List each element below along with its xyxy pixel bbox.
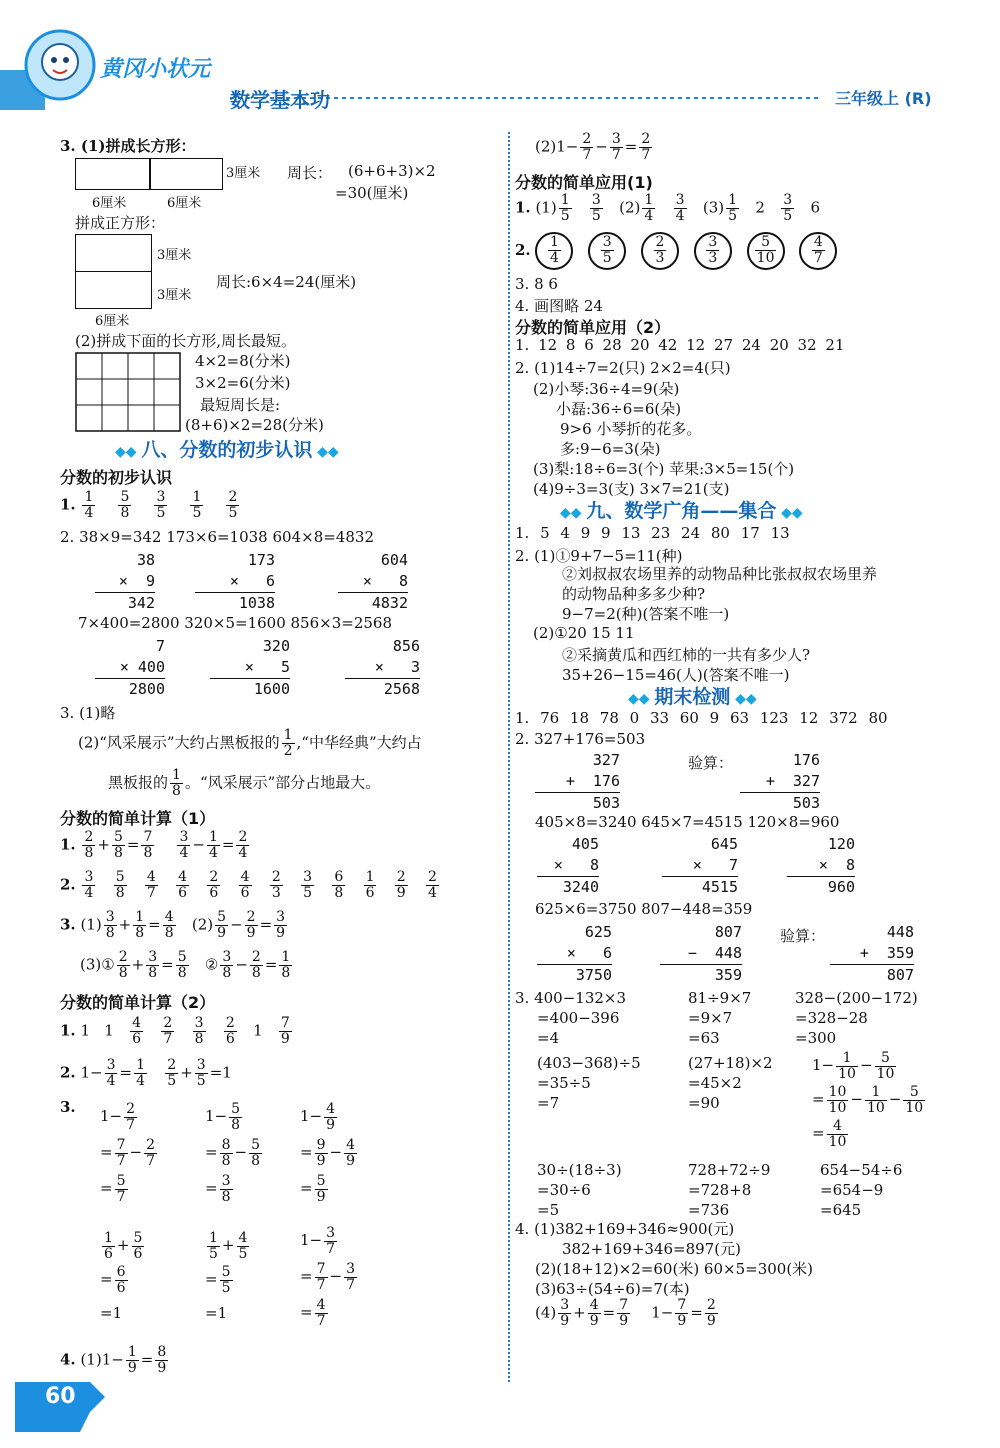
square-label-bottom: 3厘米 — [157, 288, 192, 303]
unit8-heading: ◆◆ 八、分数的初步认识 ◆◆ — [115, 439, 339, 461]
grid-rectangle — [75, 352, 181, 432]
fin-q3-col2: 81÷9×7 =9×7 =63 — [688, 989, 752, 1047]
rect-left — [75, 158, 151, 190]
sub2-q3-3: (3)① $\frac{2}{8}$ + $\frac{3}{8}$ = $\frac{5}{8}$ ② $\frac{3}{8}$ − $\frac{2}{8}$ = $\frac{1}{8}$ — [80, 949, 291, 981]
u9-q2-l4: 9−7=2(种)(答案不唯一) — [562, 605, 730, 623]
sub5-q2-l4: 9>6 小琴折的花多。 — [560, 420, 702, 438]
vertical-calc: 856 × 3 2568 — [345, 636, 420, 700]
u9-q1: 1. 5 4 9 9 13 23 24 80 17 13 — [515, 524, 790, 542]
sub5-q1: 1. 12 8 6 28 20 42 12 27 24 20 32 21 — [515, 336, 845, 354]
vertical-calc: 176 + 327 503 — [740, 750, 820, 814]
vertical-calc: 173 × 6 1038 — [195, 550, 275, 614]
sub5-q2-l2: (2)小琴:36÷4=9(朵) — [533, 380, 680, 398]
fin-q4-l5: (4) $\frac{3}{9}$ + $\frac{4}{9}$ = $\frac{7}{9}$ 1− $\frac{7}{9}$ = $\frac{2}{9}$ — [535, 1297, 716, 1329]
vertical-calc: 448 + 359 807 — [830, 922, 914, 986]
vertical-calc: 327 + 176 503 — [535, 750, 620, 814]
vertical-calc: 320 × 5 1600 — [210, 636, 290, 700]
vertical-calc: 120 × 8 960 — [787, 834, 855, 898]
diamond-icon: ◆◆ — [628, 691, 650, 707]
final-heading: ◆◆ 期末检测 ◆◆ — [628, 686, 757, 708]
u9-q2-l7: 35+26−15=46(人)(答案不唯一) — [562, 666, 790, 684]
logo-text: 黄冈小状元 — [100, 57, 211, 82]
sub4-title: 分数的简单应用(1) — [515, 173, 653, 192]
sub3-q2: 2. 1− $\frac{3}{4}$ = $\frac{1}{4}$ $\frac{2}{5}$ + $\frac{3}{5}$ =1 — [60, 1057, 232, 1089]
rect-width-label-b: 6厘米 — [167, 196, 202, 211]
r-top-line: (2)1− $\frac{2}{7}$ − $\frac{3}{7}$ = $\frac{2}{7}$ — [535, 131, 651, 163]
sub3-q3-col1: 1− $\frac{2}{7}$ = $\frac{7}{7}$ − $\frac{2}{7}$ = $\frac{5}{7}$ — [100, 1100, 155, 1205]
square-perimeter: 周长:6×4=24(厘米) — [216, 273, 357, 291]
sub3-q3-col5: $\frac{1}{5}$ + $\frac{4}{5}$ = $\frac{5}{5}$ =1 — [205, 1229, 248, 1322]
square-width-label: 6厘米 — [95, 314, 130, 329]
fin-q3-col5: (27+18)×2 =45×2 =90 — [688, 1054, 773, 1112]
u9-q2-l3: 的动物品种多多少种? — [562, 585, 706, 603]
sub2-q2: 2. $\frac{3}{4}$ $\frac{5}{8}$ $\frac{4}{7}$ $\frac{4}{6}$ $\frac{2}{6}$ $\frac{4}{6}$ $\frac{2}{3}$ $\frac{3}{5}$ $\frac{6}{8}$ $\frac{1}{6}$ $\frac{2}{9}$ $\frac{2}{4}$ — [60, 869, 437, 901]
vertical-calc: 807 − 448 359 — [660, 922, 742, 986]
perimeter-formula: (6+6+3)×2 — [348, 162, 436, 180]
q3-part2-line1: 4×2=8(分米) — [195, 352, 291, 370]
sub2-title: 分数的简单计算（1） — [60, 809, 216, 828]
sub1-q3-2-cont: 黑板报的 $\frac{1}{8}$ 。“风采展示”部分占地最大。 — [108, 767, 381, 799]
diamond-icon: ◆◆ — [781, 505, 803, 521]
fin-q3-col9: 654−54÷6 =654−9 =645 — [820, 1161, 903, 1219]
q3-part2-line3: 最短周长是: — [200, 396, 281, 414]
fin-q4-l4: (3)63÷(54÷6)=7(本) — [535, 1280, 690, 1298]
sub5-q2-l3: 小磊:36÷6=6(朵) — [556, 400, 682, 418]
sub2-q3: 3. (1) $\frac{3}{8}$ + $\frac{1}{8}$ = $\frac{4}{8}$ (2) $\frac{5}{9}$ − $\frac{2}{9}$ = $\frac{3}{9}$ — [60, 909, 286, 941]
sub3-title: 分数的简单计算（2） — [60, 993, 216, 1012]
fin-line2: 405×8=3240 645×7=4515 120×8=960 — [535, 813, 840, 831]
sub1-q2: 2. 38×9=342 173×6=1038 604×8=4832 — [60, 528, 374, 546]
fin-q2: 2. 327+176=503 — [515, 730, 646, 748]
u9-q2-l6: ②采摘黄瓜和西红柿的一共有多少人? — [562, 646, 811, 664]
sub3-q3-col4: $\frac{1}{6}$ + $\frac{5}{6}$ = $\frac{6}{6}$ =1 — [100, 1229, 143, 1322]
vertical-calc: 7 × 400 2800 — [95, 636, 165, 700]
sub5-q2-l5: 多:9−6=3(朵) — [560, 440, 661, 458]
diamond-icon: ◆◆ — [735, 691, 757, 707]
sub4-q2: 2. $\frac{1}{4}$ $\frac{3}{5}$ $\frac{2}{3}$ $\frac{3}{3}$ $\frac{5}{10}$ $\frac{4}{7}$ — [515, 232, 847, 270]
sub1-q1: 1. $\frac{1}{4}$ $\frac{5}{8}$ $\frac{3}{5}$ $\frac{1}{5}$ $\frac{2}{5}$ — [60, 489, 238, 521]
u9-q2-l1: 2. (1)①9+7−5=11(种) — [515, 547, 683, 565]
diamond-icon: ◆◆ — [560, 505, 582, 521]
diamond-icon: ◆◆ — [115, 444, 137, 460]
rect-right — [149, 158, 223, 190]
q3-part2-line4: (8+6)×2=28(分米) — [185, 416, 324, 434]
fin-q3-col8: 728+72÷9 =728+8 =736 — [688, 1161, 771, 1219]
perimeter-label: 周长： — [287, 164, 333, 182]
sub5-q2-l6: (3)梨:18÷6=3(个) 苹果:3×5=15(个) — [533, 460, 795, 478]
q3-part1-label: 3. (1)拼成长方形： — [60, 137, 196, 155]
vertical-calc: 645 × 7 4515 — [662, 834, 738, 898]
perimeter-result: =30(厘米) — [335, 184, 409, 202]
sub4-q1: 1. (1) $\frac{1}{5}$ $\frac{3}{5}$ (2) $\frac{1}{4}$ $\frac{3}{4}$ (3) $\frac{1}{5}$ 2 $\frac{3}{5}$ 6 — [515, 192, 820, 224]
fin-check-label: 验算： — [688, 754, 734, 772]
unit9-heading: ◆◆ 九、数学广角——集合 ◆◆ — [560, 500, 803, 522]
sub1-title: 分数的初步认识 — [60, 468, 173, 487]
vertical-calc: 405 × 8 3240 — [537, 834, 599, 898]
sub1-q3-2: (2)“风采展示”大约占黑板报的 $\frac{1}{2}$ ,“中华经典”大约占 — [78, 727, 422, 759]
square-bottom — [75, 271, 152, 309]
fin-q3-col4: (403−368)÷5 =35÷5 =7 — [537, 1054, 641, 1112]
u9-q2-l5: (2)①20 15 11 — [533, 624, 635, 642]
fin-check-label-2: 验算： — [780, 927, 826, 945]
sub1-q2b: 7×400=2800 320×5=1600 856×3=2568 — [78, 614, 392, 632]
fin-q4-l3: (2)(18+12)×2=60(米) 60×5=300(米) — [535, 1260, 814, 1278]
fin-q4-l1: 4. (1)382+169+346≈900(元) — [515, 1220, 735, 1238]
square-label-top: 3厘米 — [157, 248, 192, 263]
q3-part2-line2: 3×2=6(分米) — [195, 374, 291, 392]
sub2-q1: 1. $\frac{2}{8}$ + $\frac{5}{8}$ = $\frac{7}{8}$ $\frac{3}{4}$ − $\frac{1}{4}$ = $\frac{2}{4}$ — [60, 829, 248, 861]
sub5-q2-l7: (4)9÷3=3(支) 3×7=21(支) — [533, 480, 730, 498]
sub3-q4: 4. (1)1− $\frac{1}{9}$ = $\frac{8}{9}$ — [60, 1344, 167, 1376]
column-divider — [508, 132, 510, 1382]
square-title: 拼成正方形： — [75, 214, 166, 232]
vertical-calc: 38 × 9 342 — [95, 550, 155, 614]
fin-q3-col6: 1− $\frac{1}{10}$ − $\frac{5}{10}$ = $\frac{10}{10}$ − $\frac{1}{10}$ − $\frac{5}{10}$ = $\frac{4}{10}$ — [812, 1049, 924, 1150]
fin-q1: 1. 76 18 78 0 33 60 9 63 123 12 372 80 — [515, 709, 888, 727]
fin-q3-col7: 30÷(18÷3) =30÷6 =5 — [537, 1161, 622, 1219]
fin-line3: 625×6=3750 807−448=359 — [535, 900, 753, 918]
fin-q3-col3: 328−(200−172) =328−28 =300 — [795, 989, 918, 1047]
sub5-title: 分数的简单应用（2） — [515, 318, 671, 337]
q3-part2: (2)拼成下面的长方形,周长最短。 — [75, 332, 297, 350]
sub4-q3: 3. 8 6 — [515, 275, 558, 293]
vertical-calc: 604 × 8 4832 — [338, 550, 408, 614]
rect-width-label-a: 6厘米 — [92, 196, 127, 211]
grade-label: 三年级上 (R) — [835, 89, 932, 108]
diamond-icon: ◆◆ — [317, 444, 339, 460]
sub3-q1: 1. 1 1 $\frac{4}{6}$ $\frac{2}{7}$ $\frac{3}{8}$ $\frac{2}{6}$ 1 $\frac{7}{9}$ — [60, 1015, 290, 1047]
book-title: 数学基本功 — [230, 88, 330, 112]
sub3-q3-col6: 1− $\frac{3}{7}$ = $\frac{7}{7}$ − $\frac{3}{7}$ = $\frac{4}{7}$ — [300, 1224, 355, 1329]
fin-q3-col1: 3. 400−132×3 =400−396 =4 — [515, 989, 627, 1047]
u9-q2-l2: ②刘叔叔农场里养的动物品种比张叔叔农场里养 — [562, 565, 878, 583]
sub1-q3: 3. (1)略 — [60, 704, 116, 722]
sub5-q2-l1: 2. (1)14÷7=2(只) 2×2=4(只) — [515, 359, 731, 377]
vertical-calc: 625 × 6 3750 — [537, 922, 612, 986]
sub4-q4: 4. 画图略 24 — [515, 297, 603, 315]
square-top — [75, 234, 152, 272]
sub3-q3-label: 3. — [60, 1098, 76, 1116]
rect-height-label: 3厘米 — [226, 166, 261, 181]
page-number: 60 — [45, 1384, 76, 1409]
fin-q4-l2: 382+169+346=897(元) — [562, 1240, 741, 1258]
sub3-q3-col3: 1− $\frac{4}{9}$ = $\frac{9}{9}$ − $\frac{4}{9}$ = $\frac{5}{9}$ — [300, 1100, 355, 1205]
sub3-q3-col2: 1− $\frac{5}{8}$ = $\frac{8}{8}$ − $\frac{5}{8}$ = $\frac{3}{8}$ — [205, 1100, 260, 1205]
